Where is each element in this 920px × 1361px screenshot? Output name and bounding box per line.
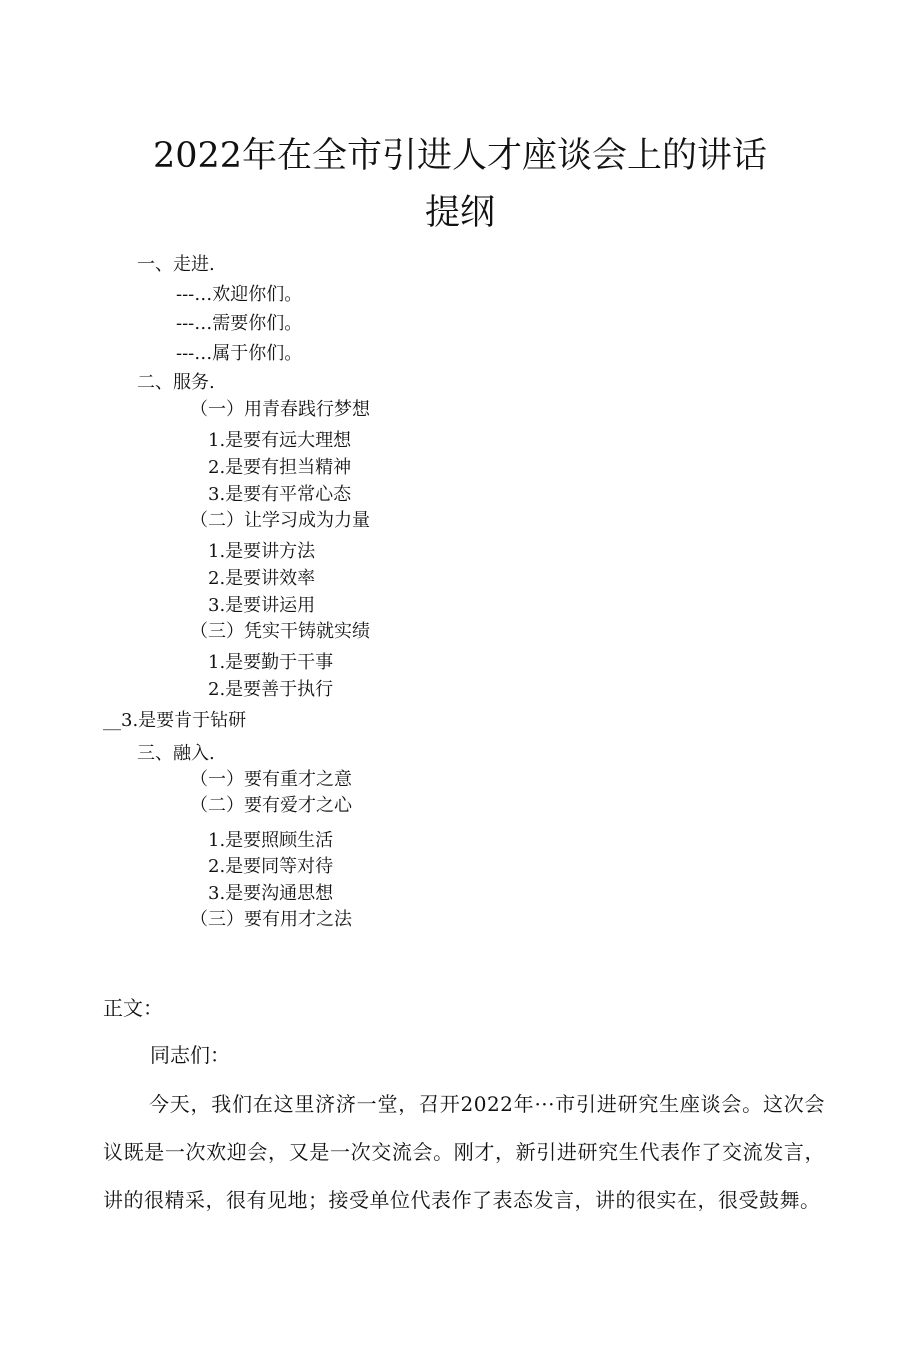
- outline-item: 2.是要讲效率: [208, 568, 316, 589]
- outline-section-1: 一、走进.: [137, 254, 215, 275]
- outline-item: 3.是要有平常心态: [208, 484, 352, 505]
- outline-item: ---…需要你们。: [176, 313, 303, 334]
- salutation: 同志们：: [150, 1043, 230, 1067]
- outline-item: 3.是要讲运用: [208, 595, 316, 616]
- outline-item: 1.是要勤于干事: [208, 652, 334, 673]
- outline-subsection: （一）用青春践行梦想: [190, 399, 370, 420]
- outline-item: __3.是要肯于钻研: [103, 710, 247, 731]
- outline-item: 3.是要沟通思想: [208, 883, 334, 904]
- outline-item: 2.是要善于执行: [208, 679, 334, 700]
- outline-section-3: 三、融入.: [137, 743, 215, 764]
- document-title-line-1: 2022年在全市引进人才座谈会上的讲话: [152, 136, 768, 176]
- body-label: 正文：: [103, 996, 163, 1020]
- outline-section-2: 二、服务.: [137, 372, 215, 393]
- outline-subsection: （三）要有用才之法: [190, 909, 352, 930]
- outline-item: ---…欢迎你们。: [176, 284, 303, 305]
- outline-subsection: （三）凭实干铸就实绩: [190, 621, 370, 642]
- outline-item: 1.是要照顾生活: [208, 830, 334, 851]
- outline-subsection: （一）要有重才之意: [190, 769, 352, 790]
- outline-subsection: （二）让学习成为力量: [190, 510, 370, 531]
- outline-subsection: （二）要有爱才之心: [190, 795, 352, 816]
- outline-item: 2.是要同等对待: [208, 856, 334, 877]
- outline-item: 1.是要讲方法: [208, 541, 316, 562]
- outline-item: 2.是要有担当精神: [208, 457, 352, 478]
- body-paragraph: 今天，我们在这里济济一堂，召开2022年···市引进研究生座谈会。这次会议既是一次欢迎会，又是一次交流会。刚才，新引进研究生代表作了交流发言，讲的很精采，很有见地；接受单位代表作了表态发言，讲的很实在，很受鼓舞。: [103, 1092, 825, 1212]
- outline-item: 1.是要有远大理想: [208, 430, 352, 451]
- outline-item: ---…属于你们。: [176, 343, 303, 364]
- document-title-line-2: 提纲: [424, 193, 495, 233]
